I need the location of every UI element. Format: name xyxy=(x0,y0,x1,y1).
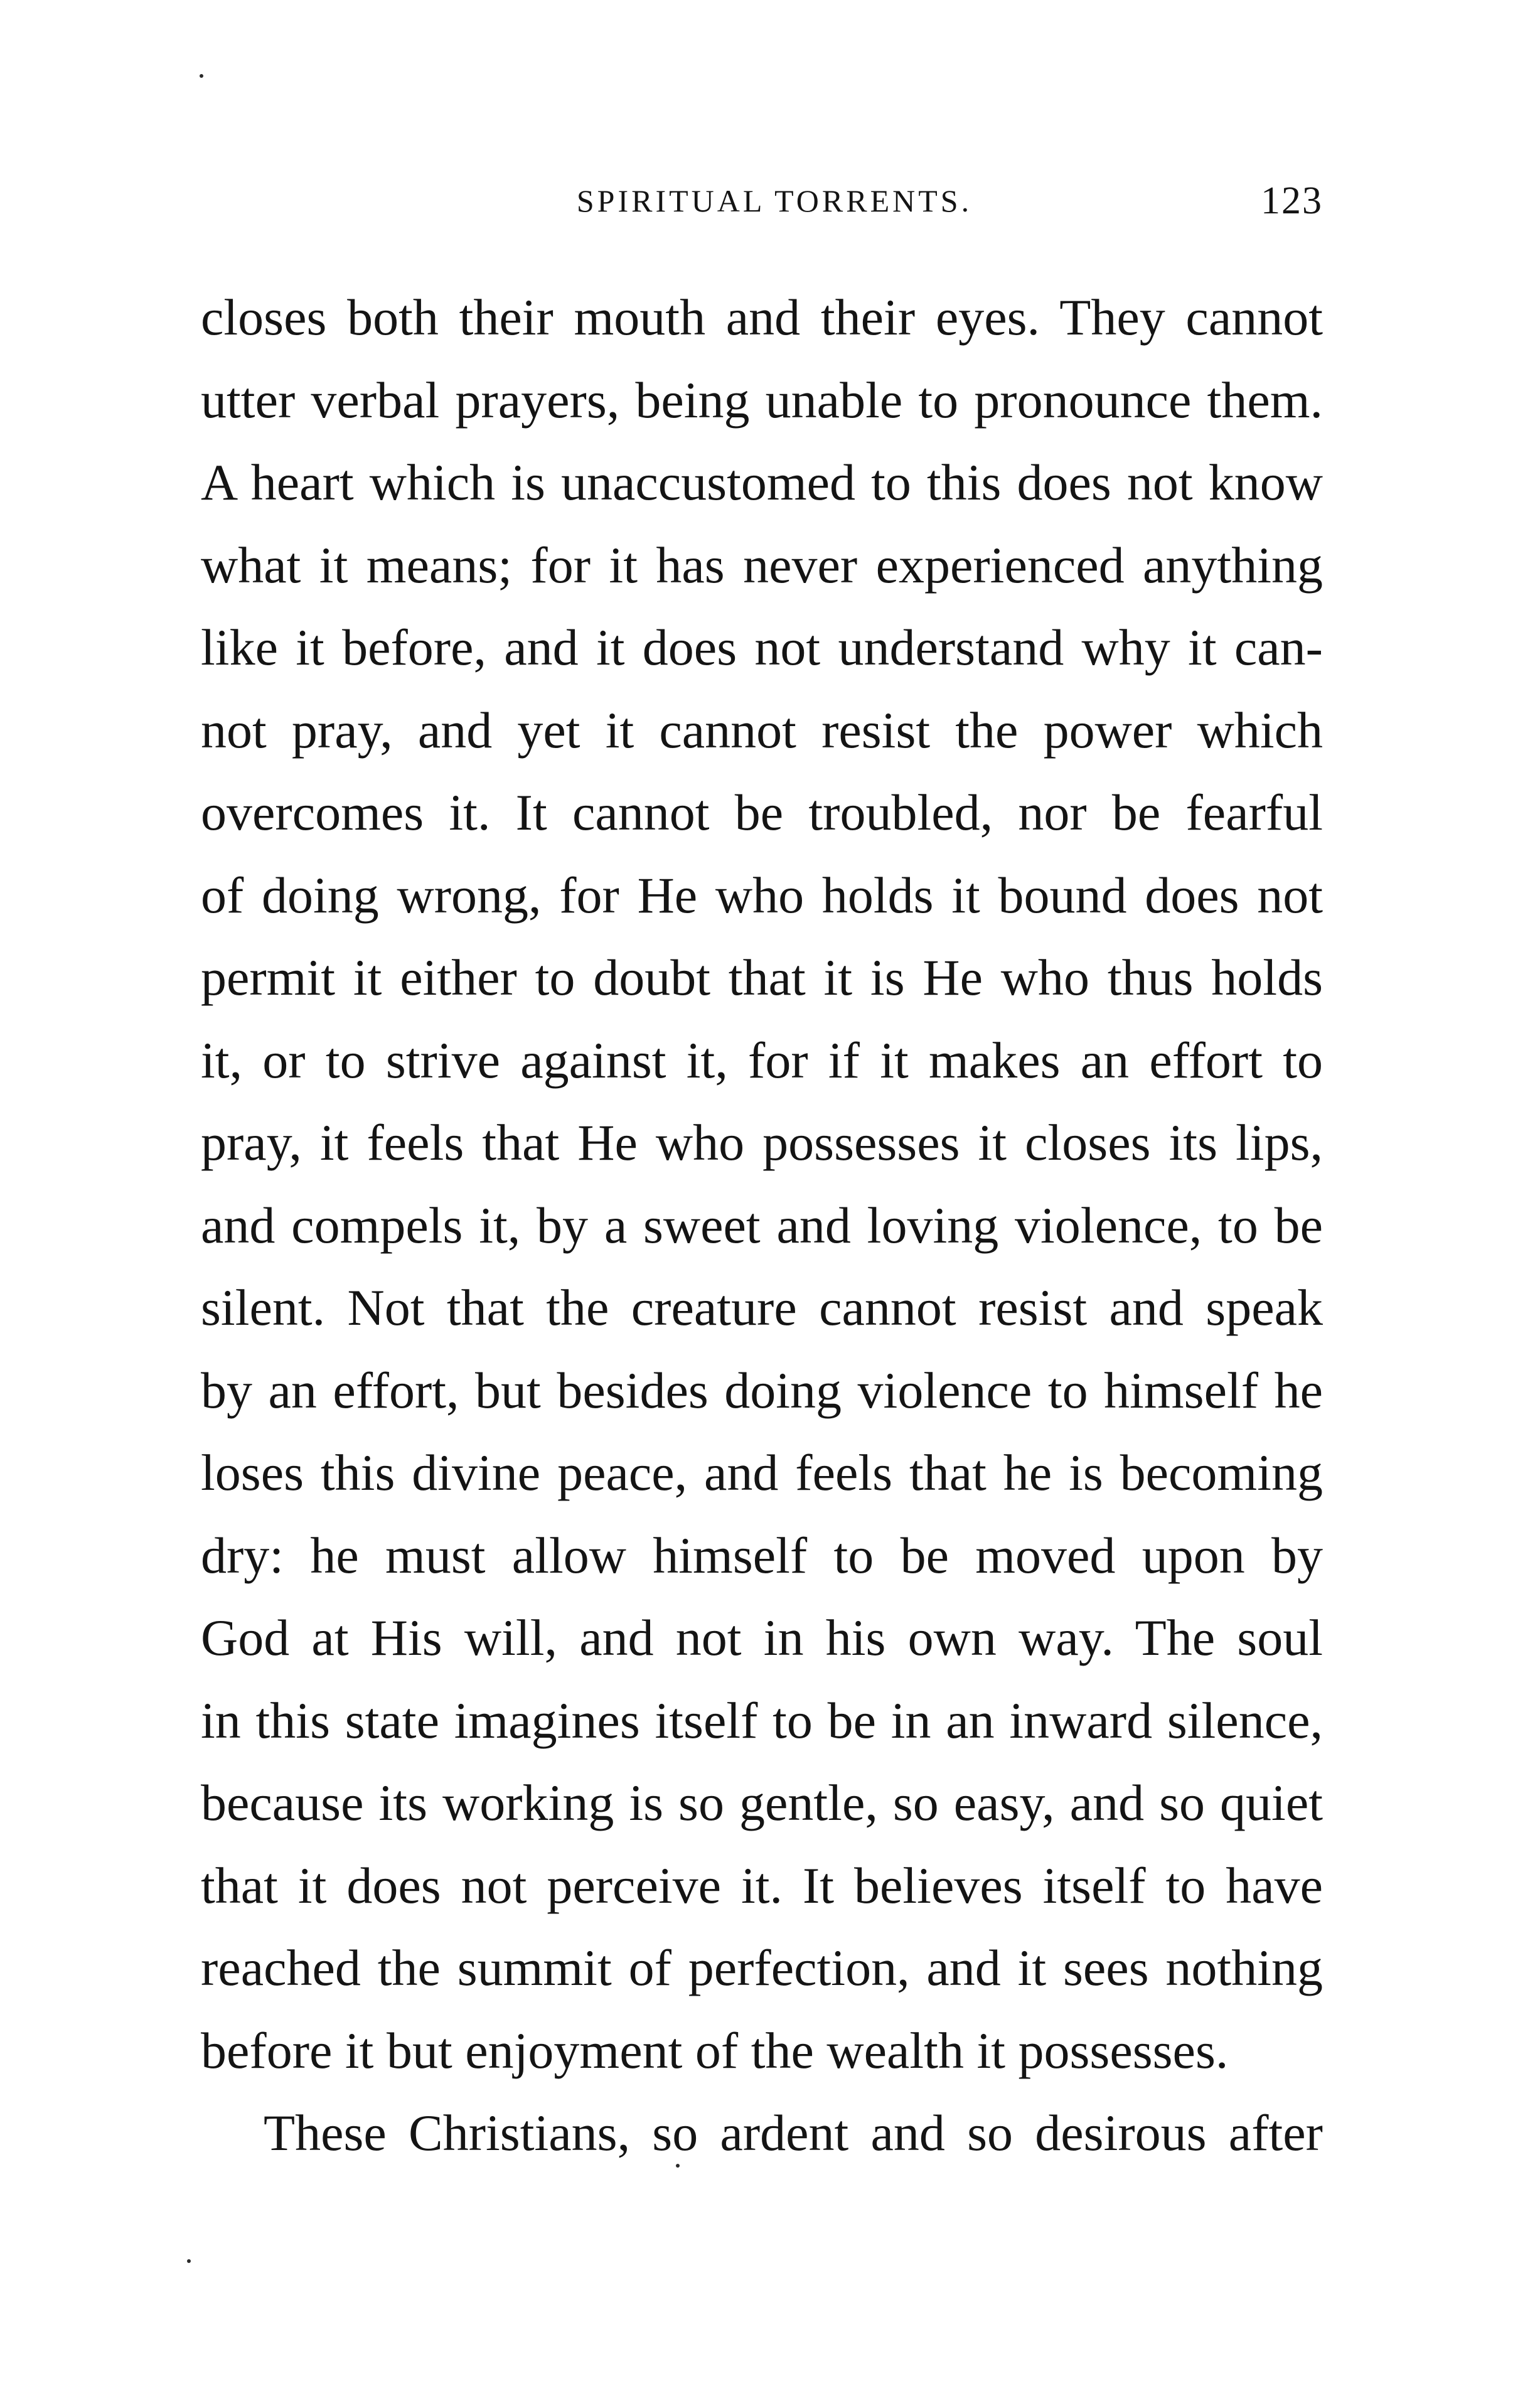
text-line: because its working is so gentle, so easy, and so quiet xyxy=(201,1774,1323,1831)
text-line: not pray, and yet it cannot resist the power which xyxy=(201,701,1323,759)
text-line: by an effort, but besides doing violence to himself he xyxy=(201,1361,1323,1419)
text-line: it, or to strive against it, for if it makes an effort to xyxy=(201,1031,1323,1089)
text-line: pray, it feels that He who possesses it closes its lips, xyxy=(201,1114,1323,1171)
text-line: dry: he must allow himself to be moved upon by xyxy=(201,1526,1323,1584)
text-line: God at His will, and not in his own way. The soul xyxy=(201,1609,1323,1666)
text-line: and compels it, by a sweet and loving violence, to be xyxy=(201,1196,1323,1254)
text-line: in this state imagines itself to be in an inward silence, xyxy=(201,1691,1323,1749)
text-line: permit it either to doubt that it is He who thus holds xyxy=(201,949,1323,1006)
running-head xyxy=(201,173,1323,229)
text-line: loses this divine peace, and feels that he is becoming xyxy=(201,1444,1323,1501)
running-title: SPIRITUAL TORRENTS. xyxy=(576,183,973,218)
text-line: what it means; for it has never experienced anything xyxy=(201,536,1323,594)
text-line: silent. Not that the creature cannot resist and speak xyxy=(201,1279,1323,1336)
text-line: A heart which is unaccustomed to this does not know xyxy=(201,454,1323,511)
text-line: like it before, and it does not understand why it can- xyxy=(201,619,1323,676)
text-line: closes both their mouth and their eyes. They cannot xyxy=(201,289,1323,346)
body-text xyxy=(201,276,1323,2174)
paragraph-end-line: before it but enjoyment of the wealth it possesses. xyxy=(201,2021,1229,2079)
paragraph-start-line: These Christians, so ardent and so desirous after xyxy=(264,2104,1323,2161)
text-line: of doing wrong, for He who holds it bound does not xyxy=(201,866,1323,924)
text-line: utter verbal prayers, being unable to pronounce them. xyxy=(201,371,1323,429)
text-line: that it does not perceive it. It believes itself to have xyxy=(201,1856,1323,1914)
page-number: 123 xyxy=(1261,179,1323,222)
page-speck xyxy=(187,2259,191,2263)
text-line: reached the summit of perfection, and it sees nothing xyxy=(201,1939,1323,1996)
text-line: overcomes it. It cannot be troubled, nor be fearful xyxy=(201,784,1323,841)
page-speck xyxy=(200,74,203,78)
